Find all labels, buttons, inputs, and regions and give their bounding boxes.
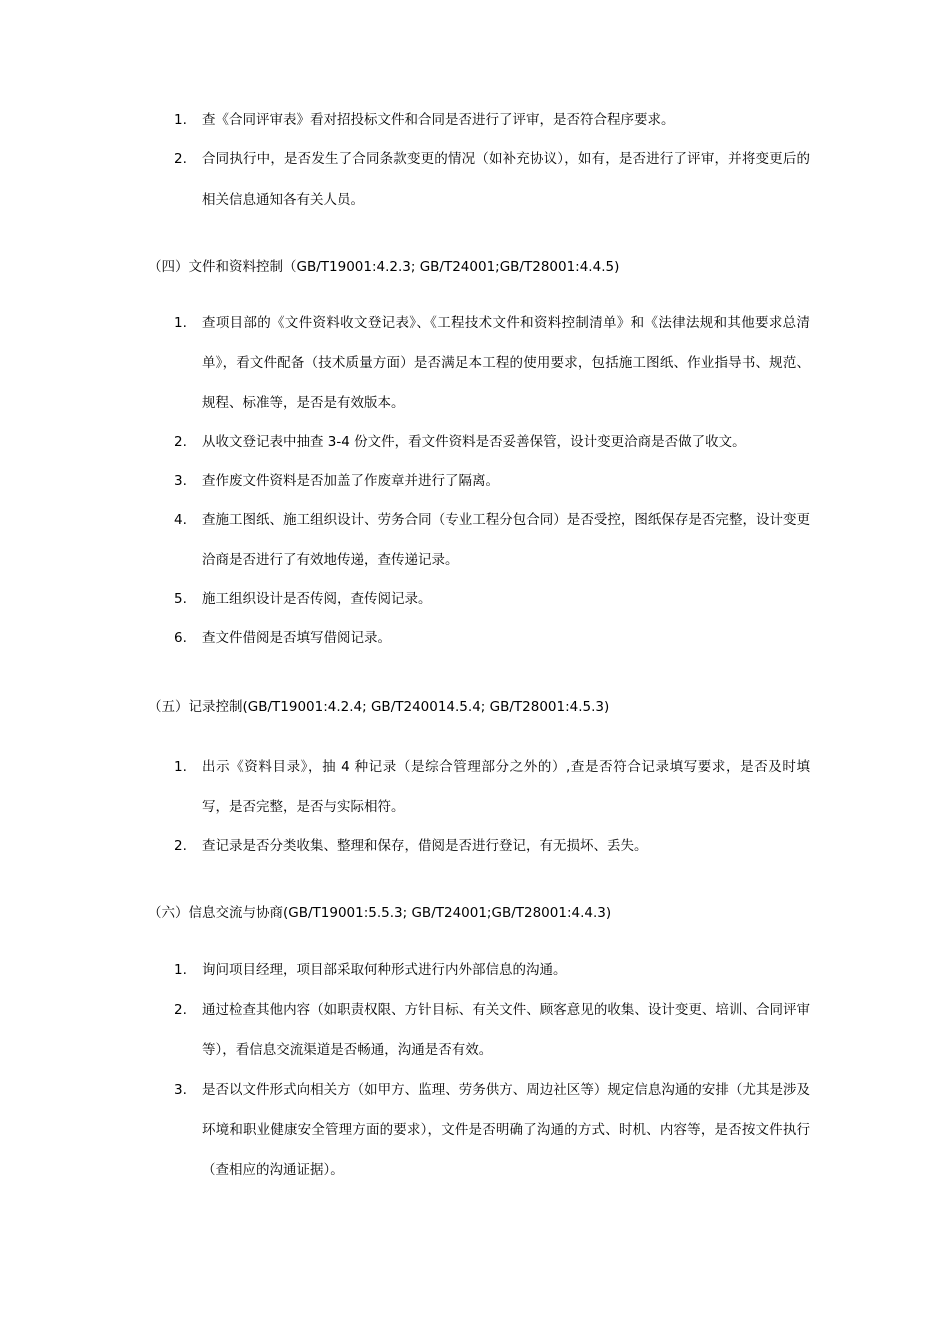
list-item bbox=[174, 990, 810, 1070]
list-item bbox=[174, 1070, 810, 1190]
list-item-number: 4. bbox=[174, 512, 187, 528]
section-6-list bbox=[174, 960, 810, 1190]
list-item-text: 通过检查其他内容（如职责权限、方针目标、有关文件、顾客意见的收集、设计变更、培训、合同评审等），看信息交流渠道是否畅通，沟通是否有效。 bbox=[202, 1002, 810, 1058]
list-item-text: 是否以文件形式向相关方（如甲方、监理、劳务供方、周边社区等）规定信息沟通的安排（尤其是涉及环境和职业健康安全管理方面的要求），文件是否明确了沟通的方式、时机、内容等，是否按文件执行（查相应的沟通证据）。 bbox=[202, 1082, 810, 1178]
section-5-list bbox=[174, 757, 810, 866]
list-item bbox=[174, 100, 810, 141]
list-item-number: 2. bbox=[174, 434, 187, 450]
list-item-number: 2. bbox=[174, 838, 187, 854]
list-item-number: 6. bbox=[174, 630, 187, 646]
section-1-list bbox=[174, 110, 810, 221]
list-item-text: 合同执行中，是否发生了合同条款变更的情况（如补充协议），如有，是否进行了评审，并将变更后的相关信息通知各有关人员。 bbox=[202, 151, 810, 208]
list-item-text: 施工组织设计是否传阅，查传阅记录。 bbox=[202, 591, 432, 607]
list-item bbox=[174, 618, 810, 658]
list-item-text: 查项目部的《文件资料收文登记表》、《工程技术文件和资料控制清单》和《法律法规和其他要求总清单》，看文件配备（技术质量方面）是否满足本工程的使用要求，包括施工图纸、作业指导书、规范、规程、标准等，是否是有效版本。 bbox=[202, 315, 810, 411]
list-item-text: 从收文登记表中抽查 3-4 份文件，看文件资料是否妥善保管，设计变更洽商是否做了收文。 bbox=[202, 434, 746, 450]
list-item bbox=[174, 950, 810, 990]
list-item bbox=[174, 747, 810, 827]
list-item-number: 3. bbox=[174, 1082, 187, 1098]
list-item-text: 查记录是否分类收集、整理和保存，借阅是否进行登记，有无损坏、丢失。 bbox=[202, 838, 648, 854]
list-item bbox=[174, 422, 810, 462]
list-item-number: 1. bbox=[174, 962, 187, 978]
list-item-number: 1. bbox=[174, 759, 187, 775]
section-6-heading: （六）信息交流与协商(GB/T19001:5.5.3; GB/T24001;GB/T28001:4.4.3) bbox=[148, 905, 612, 921]
list-item-text: 查作废文件资料是否加盖了作废章并进行了隔离。 bbox=[202, 473, 499, 489]
list-item-text: 查施工图纸、施工组织设计、劳务合同（专业工程分包合同）是否受控，图纸保存是否完整，设计变更洽商是否进行了有效地传递，查传递记录。 bbox=[202, 512, 810, 568]
list-item-text: 出示《资料目录》，抽 4 种记录（是综合管理部分之外的）,查是否符合记录填写要求，是否及时填写，是否完整，是否与实际相符。 bbox=[202, 759, 810, 815]
list-item-number: 5. bbox=[174, 591, 187, 607]
list-item bbox=[174, 139, 810, 221]
list-item-number: 2. bbox=[174, 1002, 187, 1018]
section-4-list bbox=[174, 313, 810, 658]
list-item-text: 查文件借阅是否填写借阅记录。 bbox=[202, 630, 391, 646]
section-5-heading: （五）记录控制(GB/T19001:4.2.4; GB/T240014.5.4; GB/T28001:4.5.3) bbox=[148, 699, 610, 715]
list-item bbox=[174, 500, 810, 580]
list-item-number: 1. bbox=[174, 315, 187, 331]
list-item-text: 查《合同评审表》看对招投标文件和合同是否进行了评审，是否符合程序要求。 bbox=[202, 112, 675, 128]
list-item-number: 1. bbox=[174, 112, 187, 128]
list-item-number: 2. bbox=[174, 151, 187, 167]
list-item-text: 询问项目经理，项目部采取何种形式进行内外部信息的沟通。 bbox=[202, 962, 567, 978]
list-item bbox=[174, 826, 810, 866]
list-item-number: 3. bbox=[174, 473, 187, 489]
list-item bbox=[174, 461, 810, 501]
list-item bbox=[174, 303, 810, 423]
list-item bbox=[174, 579, 810, 619]
section-4-heading: （四）文件和资料控制（GB/T19001:4.2.3; GB/T24001;GB/T28001:4.4.5) bbox=[148, 259, 620, 275]
